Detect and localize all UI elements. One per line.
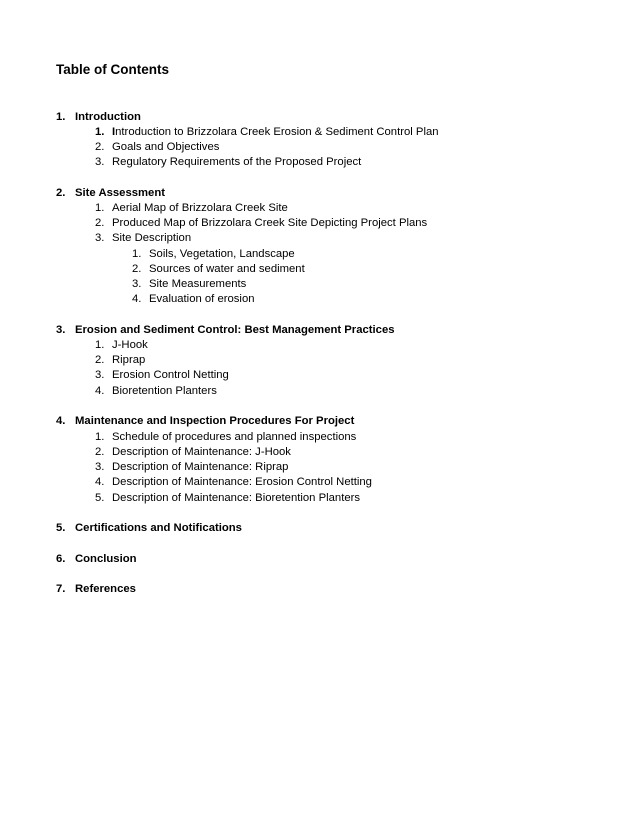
subitem-number: 4.: [132, 293, 142, 305]
item-label-rest: ntroduction to Brizzolara Creek Erosion & Sediment Control Plan: [115, 126, 439, 138]
item-number: 3.: [95, 461, 105, 473]
section-number: 4.: [56, 415, 66, 427]
item-number: 4.: [95, 476, 105, 488]
section-label: Erosion and Sediment Control: Best Management Practices: [75, 324, 395, 336]
item-label: Site Description: [112, 232, 192, 244]
subitem-label: Site Measurements: [149, 278, 247, 290]
subitem-number: 2.: [132, 263, 142, 275]
item-label: Goals and Objectives: [112, 141, 220, 153]
item-label: Aerial Map of Brizzolara Creek Site: [112, 202, 288, 214]
item-label: Regulatory Requirements of the Proposed Project: [112, 156, 362, 168]
item-number: 1.: [95, 202, 105, 214]
subitem-label: Evaluation of erosion: [149, 293, 255, 305]
item-label: Description of Maintenance: Riprap: [112, 461, 289, 473]
section-number: 6.: [56, 553, 66, 565]
section-number: 2.: [56, 187, 66, 199]
item-number: 3.: [95, 369, 105, 381]
subitem-label: Soils, Vegetation, Landscape: [149, 248, 295, 260]
section-label: Maintenance and Inspection Procedures For Project: [75, 415, 355, 427]
item-label: Bioretention Planters: [112, 385, 217, 397]
subitem-number: 3.: [132, 278, 142, 290]
item-number: 3.: [95, 232, 105, 244]
section-label: Introduction: [75, 111, 141, 123]
section-number: 1.: [56, 111, 66, 123]
item-label: Description of Maintenance: J-Hook: [112, 446, 291, 458]
subitem-label: Sources of water and sediment: [149, 263, 305, 275]
item-label-initial: I: [112, 126, 116, 138]
item-label: Description of Maintenance: Erosion Control Netting: [112, 476, 372, 488]
item-number: 1.: [95, 431, 105, 443]
section-label: Certifications and Notifications: [75, 522, 242, 534]
item-number: 3.: [95, 156, 105, 168]
section-label: References: [75, 583, 136, 595]
item-number: 2.: [95, 217, 105, 229]
item-label: Erosion Control Netting: [112, 369, 229, 381]
item-number: 5.: [95, 492, 105, 504]
item-number: 1.: [95, 339, 105, 351]
item-label: Riprap: [112, 354, 146, 366]
item-number: 2.: [95, 141, 105, 153]
section-label: Site Assessment: [75, 187, 165, 199]
section-label: Conclusion: [75, 553, 137, 565]
page-title: Table of Contents: [56, 62, 169, 77]
subitem-number: 1.: [132, 248, 142, 260]
item-label: [112, 125, 439, 140]
item-number: 2.: [95, 446, 105, 458]
item-number: 2.: [95, 354, 105, 366]
section-number: 3.: [56, 324, 66, 336]
item-number: 1.: [95, 126, 105, 138]
item-label: Schedule of procedures and planned inspections: [112, 431, 357, 443]
section-number: 5.: [56, 522, 66, 534]
item-number: 4.: [95, 385, 105, 397]
section-number: 7.: [56, 583, 66, 595]
item-label: Produced Map of Brizzolara Creek Site Depicting Project Plans: [112, 217, 428, 229]
item-label: J-Hook: [112, 339, 148, 351]
item-label: Description of Maintenance: Bioretention Planters: [112, 492, 361, 504]
